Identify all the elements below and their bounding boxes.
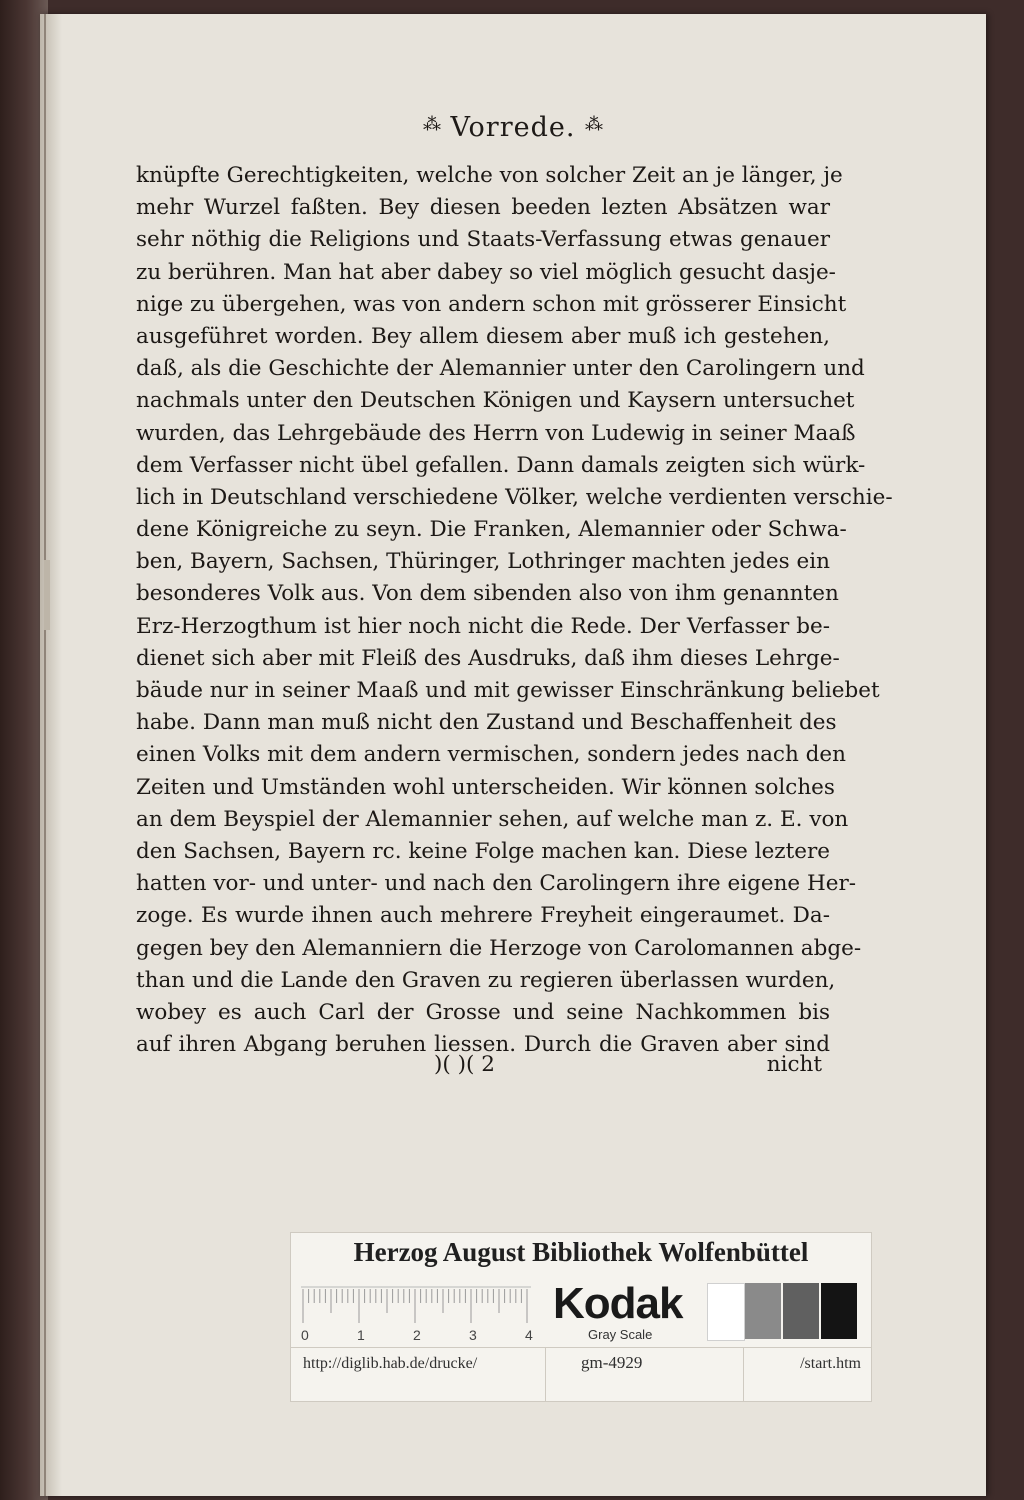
text-line: dem Verfasser nicht übel gefallen. Dann damals zeigten sich würk-	[136, 452, 866, 478]
text-line: besonderes Volk aus. Von dem sibenden also von ihm genannten	[136, 581, 839, 607]
divider	[291, 1347, 871, 1348]
text-line: Erz-Herzogthum ist hier noch nicht die Rede. Der Verfasser be-	[136, 613, 830, 639]
text-line: den Sachsen, Bayern rc. keine Folge machen kan. Diese leztere	[136, 838, 830, 864]
divider	[743, 1347, 744, 1401]
ruler-number: 1	[357, 1327, 365, 1343]
page-header	[40, 112, 986, 143]
page-margin-mark	[44, 560, 50, 630]
ruler-number: 3	[469, 1327, 477, 1343]
text-line: knüpfte Gerechtigkeiten, welche von solcher Zeit an je länger, je	[136, 163, 843, 188]
text-line: nachmals unter den Deutschen Königen und Kaysern untersuchet	[136, 388, 855, 414]
asterism-ornament-right: ⁂	[585, 114, 604, 135]
url-left: http://diglib.hab.de/drucke/	[303, 1355, 478, 1372]
color-target-card	[290, 1232, 872, 1402]
text-line: wurden, das Lehrgebäude des Herrn von Ludewig in seiner Maaß	[136, 420, 856, 446]
text-line: lich in Deutschland verschiedene Völker, welche verdienten verschie-	[136, 484, 893, 510]
text-line: habe. Dann man muß nicht den Zustand und Beschaffenheit des	[136, 710, 837, 736]
page-footer	[136, 1052, 822, 1084]
text-line: zoge. Es wurde ihnen auch mehrere Freyheit eingeraumet. Da-	[136, 903, 830, 929]
shelfmark-code: gm-4929	[581, 1353, 643, 1372]
text-line: daß, als die Geschichte der Alemannier unter den Carolingern und	[136, 356, 865, 382]
page-title: Vorrede.	[450, 112, 576, 143]
kodak-logo: Kodak	[553, 1279, 683, 1328]
text-line: an dem Beyspiel der Alemannier sehen, auf welche man z. E. von	[136, 806, 849, 832]
text-line: dene Königreiche zu seyn. Die Franken, Alemannier oder Schwa-	[136, 517, 847, 543]
page-edge	[44, 14, 46, 1496]
asterism-ornament-left: ⁂	[422, 114, 441, 135]
text-line: ben, Bayern, Sachsen, Thüringer, Lothringer machten jedes ein	[136, 549, 830, 575]
text-line: mehr Wurzel faßten. Bey diesen beeden lezten Absätzen war	[136, 195, 830, 221]
library-name: Herzog August Bibliothek Wolfenbüttel	[353, 1237, 809, 1267]
catchword: nicht	[766, 1052, 822, 1077]
text-line: nige zu übergehen, was von andern schon mit grösserer Einsicht	[136, 291, 847, 317]
text-line: zu berühren. Man hat aber dabey so viel möglich gesucht dasje-	[136, 259, 836, 285]
text-line: einen Volks mit dem andern vermischen, sondern jedes nach den	[136, 742, 846, 768]
ruler-number: 0	[301, 1327, 309, 1343]
ruler-number: 2	[413, 1327, 421, 1343]
text-line: Zeiten und Umständen wohl unterscheiden. Wir können solches	[136, 774, 835, 800]
gray-patch	[821, 1283, 857, 1339]
text-line: sehr nöthig die Religions und Staats-Verfassung etwas genauer	[136, 227, 830, 253]
divider	[545, 1347, 546, 1401]
text-line: ausgeführet worden. Bey allem diesem aber muß ich gestehen,	[136, 323, 830, 349]
ruler-labels	[301, 1327, 531, 1349]
text-line: bäude nur in seiner Maaß und mit gewisser Einschränkung beliebet	[136, 678, 880, 703]
ruler-number: 4	[525, 1327, 533, 1343]
text-line: hatten vor- und unter- und nach den Carolingern ihre eigene Her-	[136, 871, 856, 897]
body-text	[136, 160, 893, 1061]
gray-scale-label: Gray Scale	[588, 1327, 653, 1342]
url-right: /start.htm	[800, 1355, 861, 1372]
gray-patch	[707, 1283, 745, 1341]
text-line: wobey es auch Carl der Grosse und seine Nachkommen bis	[136, 999, 830, 1025]
gray-patch	[783, 1283, 819, 1339]
text-line: than und die Lande den Graven zu regieren überlassen wurden,	[136, 967, 836, 993]
text-line: auf ihren Abgang beruhen liessen. Durch die Graven aber sind	[136, 1032, 830, 1058]
text-line: dienet sich aber mit Fleiß des Ausdruks, daß ihm dieses Lehrge-	[136, 645, 840, 671]
gray-patch	[745, 1283, 781, 1339]
text-line: gegen bey den Alemanniern die Herzoge von Carolomannen abge-	[136, 935, 862, 961]
signature-mark: )( )( 2	[434, 1052, 495, 1077]
gray-patches	[707, 1283, 867, 1339]
